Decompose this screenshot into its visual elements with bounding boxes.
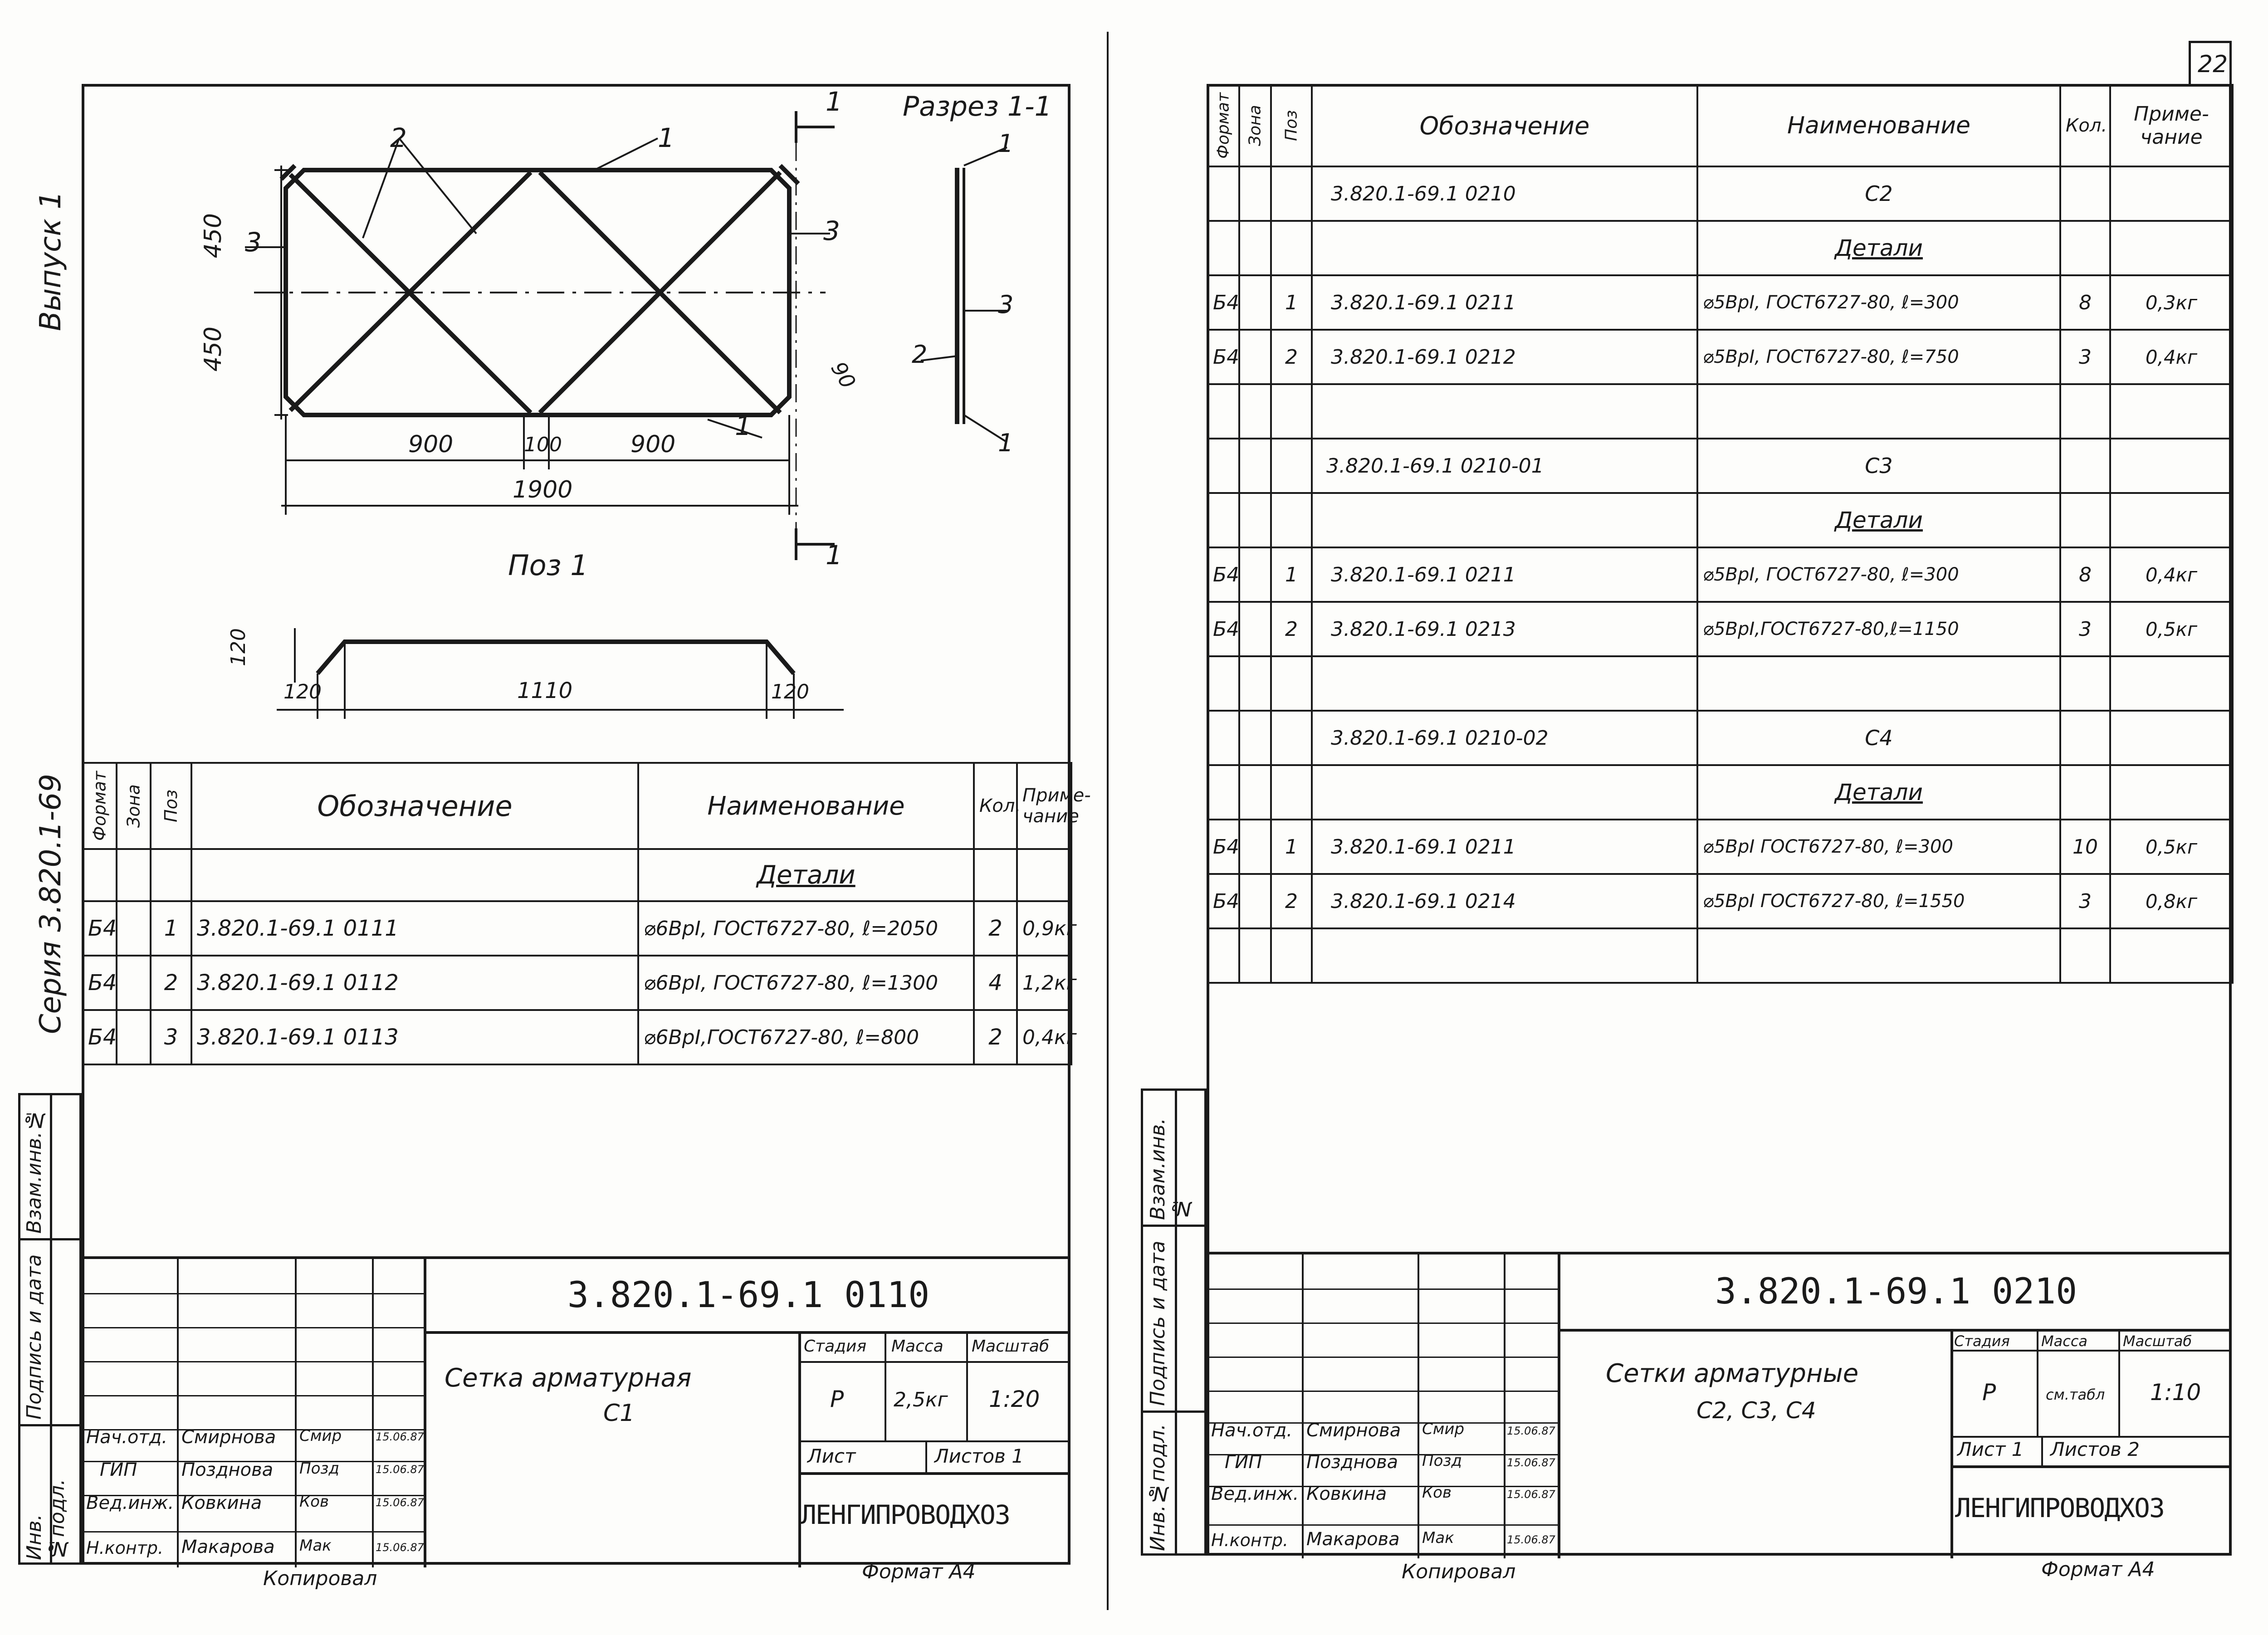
row-designation: 3.820.1-69.1 0212 [1312,330,1697,384]
staff-sign: Ков [1422,1484,1452,1502]
table-row [1207,656,2233,711]
leader-2b [399,138,476,234]
pos1-dim-120-left: 120 [284,680,322,703]
row-name: ⌀5ВрI, ГОСТ6727-80, ℓ=300 [1697,547,2060,602]
table-row [1207,330,2233,384]
pos1-dim-120-right: 120 [771,680,809,703]
row-note: 0,3кг [2110,275,2233,330]
row-name: ⌀6ВрI, ГОСТ6727-80, ℓ=2050 [638,901,974,956]
left-sheets-label: Листов 1 [934,1445,1024,1467]
right-margin-inv: Инв.№подл. [1146,1424,1169,1551]
right-title-line2: С2, С3, С4 [1696,1397,1816,1424]
row-name: ⌀5ВрI, ГОСТ6727-80, ℓ=300 [1697,275,2060,330]
staff-role: Н.контр. [1211,1530,1289,1550]
row-section: Детали [1697,493,2060,547]
table-row [83,956,1071,1010]
right-copied: Копировал [1402,1560,1516,1583]
left-scale-label: Масштаб [972,1337,1050,1356]
staff-name: Позднова [181,1459,274,1480]
staff-date: 15.06.87 [376,1463,424,1476]
section-title: Разрез 1-1 [903,91,1052,122]
left-org: ЛЕНГИПРОВОДХОЗ [801,1499,1010,1530]
staff-name: Позднова [1306,1452,1398,1473]
left-title-line1: Сетка арматурная [445,1363,692,1393]
row-name: ⌀5ВрI ГОСТ6727-80, ℓ=1550 [1697,874,2060,928]
right-mass: см.табл [2046,1386,2105,1403]
row-designation: 3.820.1-69.1 0210-01 [1312,439,1697,493]
section-callout-3: 3 [998,290,1014,319]
table-row [1207,166,2233,221]
section-mark-top-label: 1 [826,86,842,117]
row-pos: 1 [1271,275,1312,330]
callout-2-top: 2 [390,122,407,153]
row-format: Б4 [83,1010,117,1064]
right-header-pos: Поз [1271,85,1312,166]
table-row [1207,439,2233,493]
row-qty: 3 [2060,602,2110,656]
left-spec-section-row [83,849,1071,901]
left-format: Формат А4 [862,1560,976,1583]
row-pos: 1 [1271,547,1312,602]
table-row [1207,275,2233,330]
table-row [1207,493,2233,547]
row-format: Б4 [83,956,117,1010]
staff-date: 15.06.87 [376,1430,424,1443]
row-format: Б4 [1207,602,1239,656]
left-spec-header [83,763,1071,849]
left-series-label: Серия 3.820.1-69 [34,774,68,1034]
row-designation: 3.820.1-69.1 0213 [1312,602,1697,656]
table-row [1207,602,2233,656]
row-designation: 3.820.1-69.1 0211 [1312,275,1697,330]
staff-date: 15.06.87 [1507,1425,1555,1437]
left-issue-label: Выпуск 1 [34,190,68,331]
staff-role: Нач.отд. [1211,1420,1293,1441]
staff-date: 15.06.87 [1507,1488,1555,1501]
left-mass-label: Масса [891,1337,943,1356]
row-format: Б4 [1207,874,1239,928]
right-header-qty: Кол. [2060,85,2110,166]
left-margin-podpis: Подпись и дата [23,1254,46,1420]
staff-sign: Смир [1422,1420,1465,1438]
dim-900-left: 900 [408,431,454,458]
left-doc-code: 3.820.1-69.1 0110 [426,1259,1070,1334]
row-section: Детали [1697,221,2060,275]
row-note: 0,4кг [2110,330,2233,384]
right-sheets-label: Листов 2 [2050,1438,2140,1460]
table-row [1207,547,2233,602]
right-scale-label: Масштаб [2123,1332,2192,1350]
row-pos: 2 [1271,602,1312,656]
right-org: ЛЕНГИПРОВОДХОЗ [1955,1493,2164,1523]
right-scale: 1:10 [2150,1379,2201,1406]
left-scale: 1:20 [989,1386,1040,1412]
dim-1900: 1900 [513,476,573,503]
row-name: ⌀6ВрI, ГОСТ6727-80, ℓ=1300 [638,956,974,1010]
staff-date: 15.06.87 [1507,1456,1555,1469]
row-designation: 3.820.1-69.1 0112 [191,956,638,1010]
right-header-note: Приме-чание [2110,85,2233,166]
staff-date: 15.06.87 [1507,1533,1555,1546]
row-name: ⌀6ВрI,ГОСТ6727-80, ℓ=800 [638,1010,974,1064]
staff-role: ГИП [1225,1452,1262,1473]
right-header-zone: Зона [1239,85,1271,166]
left-margin-inv: Инв.№подл. [23,1479,69,1560]
row-designation: 3.820.1-69.1 0113 [191,1010,638,1064]
row-designation: 3.820.1-69.1 0211 [1312,547,1697,602]
row-pos: 2 [1271,874,1312,928]
section-callout-1: 1 [998,129,1014,158]
right-staff-grid [1207,1254,1560,1558]
right-margin-podpis: Подпись и дата [1146,1240,1169,1406]
dim-100: 100 [524,433,562,456]
staff-role: Нач.отд. [86,1427,168,1448]
dim-450-bottom: 450 [200,327,227,372]
row-note: 0,5кг [2110,602,2233,656]
left-sheet-label: Лист [807,1445,856,1467]
row-format: Б4 [1207,330,1239,384]
staff-sign: Мак [299,1537,332,1555]
right-header-name: Наименование [1697,85,2060,166]
left-section-details: Детали [638,849,974,901]
left-header-name: Наименование [638,763,974,849]
left-header-designation: Обозначение [191,763,638,849]
right-stage: Р [1982,1379,1996,1406]
row-designation: 3.820.1-69.1 0214 [1312,874,1697,928]
right-header-designation: Обозначение [1312,85,1697,166]
right-title-block [1207,1252,2232,1556]
left-stage-label: Стадия [804,1337,867,1356]
staff-sign: Позд [1422,1452,1462,1470]
right-mass-label: Масса [2041,1332,2088,1350]
staff-date: 15.06.87 [376,1496,424,1509]
staff-name: Смирнова [1306,1420,1401,1441]
pos1-dim-1110: 1110 [517,678,573,703]
right-sheet-label: Лист 1 [1957,1438,2024,1460]
row-qty: 2 [974,1010,1017,1064]
sheet-separator [1107,32,1109,1610]
row-pos: 1 [151,901,191,956]
table-row [1207,384,2233,439]
row-note: 0,4кг [1017,1010,1071,1064]
row-qty: 8 [2060,547,2110,602]
callout-3-left: 3 [245,227,262,258]
row-qty: 10 [2060,820,2110,874]
row-designation: 3.820.1-69.1 0211 [1312,820,1697,874]
left-header-pos: Поз [151,763,191,849]
table-row [83,901,1071,956]
row-designation: 3.820.1-69.1 0210-02 [1312,711,1697,765]
staff-role: Вед.инж. [86,1493,174,1513]
row-name: ⌀5ВрI ГОСТ6727-80, ℓ=300 [1697,820,2060,874]
left-stage: Р [830,1386,844,1412]
right-doc-code: 3.820.1-69.1 0210 [1560,1254,2232,1332]
table-row [1207,765,2233,820]
row-pos: 2 [1271,330,1312,384]
left-spec-table [82,762,1091,1065]
row-designation: 3.820.1-69.1 0210 [1312,166,1697,221]
left-copied: Копировал [263,1567,377,1590]
pos1-bar [318,642,794,674]
row-qty: 3 [2060,874,2110,928]
row-name: С3 [1697,439,2060,493]
staff-role: Н.контр. [86,1538,164,1558]
staff-name: Ковкина [1306,1484,1387,1504]
row-note: 0,5кг [2110,820,2233,874]
callout-1-bottom: 1 [735,410,752,441]
left-header-qty: Кол. [974,763,1017,849]
right-title-line1: Сетки арматурные [1606,1359,1859,1388]
left-title-block [82,1256,1070,1565]
dim-90: 90 [826,357,861,393]
row-format: Б4 [1207,820,1239,874]
row-name: ⌀5ВрI,ГОСТ6727-80,ℓ=1150 [1697,602,2060,656]
left-title-line2: С1 [603,1400,635,1427]
staff-name: Макарова [181,1537,275,1557]
left-mass: 2,5кг [894,1388,948,1411]
dim-900-right: 900 [631,431,676,458]
staff-role: Вед.инж. [1211,1484,1299,1504]
section-callout-2: 2 [912,340,928,369]
section-callout-1b: 1 [998,429,1014,457]
right-margin-vzam: Взам.инв.№ [1146,1118,1193,1220]
callout-1-top: 1 [658,122,675,153]
row-note: 0,9кг [1017,901,1071,956]
staff-sign: Смир [299,1427,342,1445]
row-format: Б4 [1207,275,1239,330]
right-stage-label: Стадия [1954,1332,2010,1350]
row-pos: 3 [151,1010,191,1064]
staff-sign: Позд [299,1459,339,1478]
pos1-dim-120-h: 120 [227,628,250,666]
staff-date: 15.06.87 [376,1541,424,1554]
row-pos: 2 [151,956,191,1010]
row-format: Б4 [83,901,117,956]
leader-1 [594,138,658,170]
dim-450-top: 450 [200,213,227,259]
table-row [1207,820,2233,874]
table-row [83,1010,1071,1064]
right-header-format: Формат [1207,85,1239,166]
right-spec-header [1207,85,2233,166]
row-qty: 8 [2060,275,2110,330]
row-qty: 3 [2060,330,2110,384]
row-name: ⌀5ВрI, ГОСТ6727-80, ℓ=750 [1697,330,2060,384]
row-section: Детали [1697,765,2060,820]
row-note: 1,2кг [1017,956,1071,1010]
right-format: Формат А4 [2041,1558,2155,1581]
page-number: 22 [2198,51,2228,78]
section-mark-bottom-label: 1 [826,540,842,571]
staff-name: Смирнова [181,1427,276,1448]
row-qty: 4 [974,956,1017,1010]
staff-role: ГИП [100,1459,137,1480]
row-designation: 3.820.1-69.1 0111 [191,901,638,956]
staff-sign: Мак [1422,1529,1454,1547]
leader-2a [363,138,399,238]
row-note: 0,4кг [2110,547,2233,602]
staff-sign: Ков [299,1493,329,1511]
staff-name: Макарова [1306,1529,1400,1550]
row-pos: 1 [1271,820,1312,874]
left-margin-vzam: Взам.инв.№ [23,1108,46,1234]
left-header-format: Формат [83,763,117,849]
table-row [1207,711,2233,765]
callout-3-right: 3 [823,215,840,246]
right-spec-table [1207,84,2234,984]
staff-name: Ковкина [181,1493,262,1513]
row-note: 0,8кг [2110,874,2233,928]
row-name: С2 [1697,166,2060,221]
table-row [1207,874,2233,928]
table-row [1207,928,2233,983]
left-header-note: Приме-чание [1017,763,1071,849]
left-staff-grid [82,1259,426,1567]
row-name: С4 [1697,711,2060,765]
row-format: Б4 [1207,547,1239,602]
pos1-label: Поз 1 [508,549,588,582]
table-row [1207,221,2233,275]
left-header-zone: Зона [117,763,151,849]
row-qty: 2 [974,901,1017,956]
